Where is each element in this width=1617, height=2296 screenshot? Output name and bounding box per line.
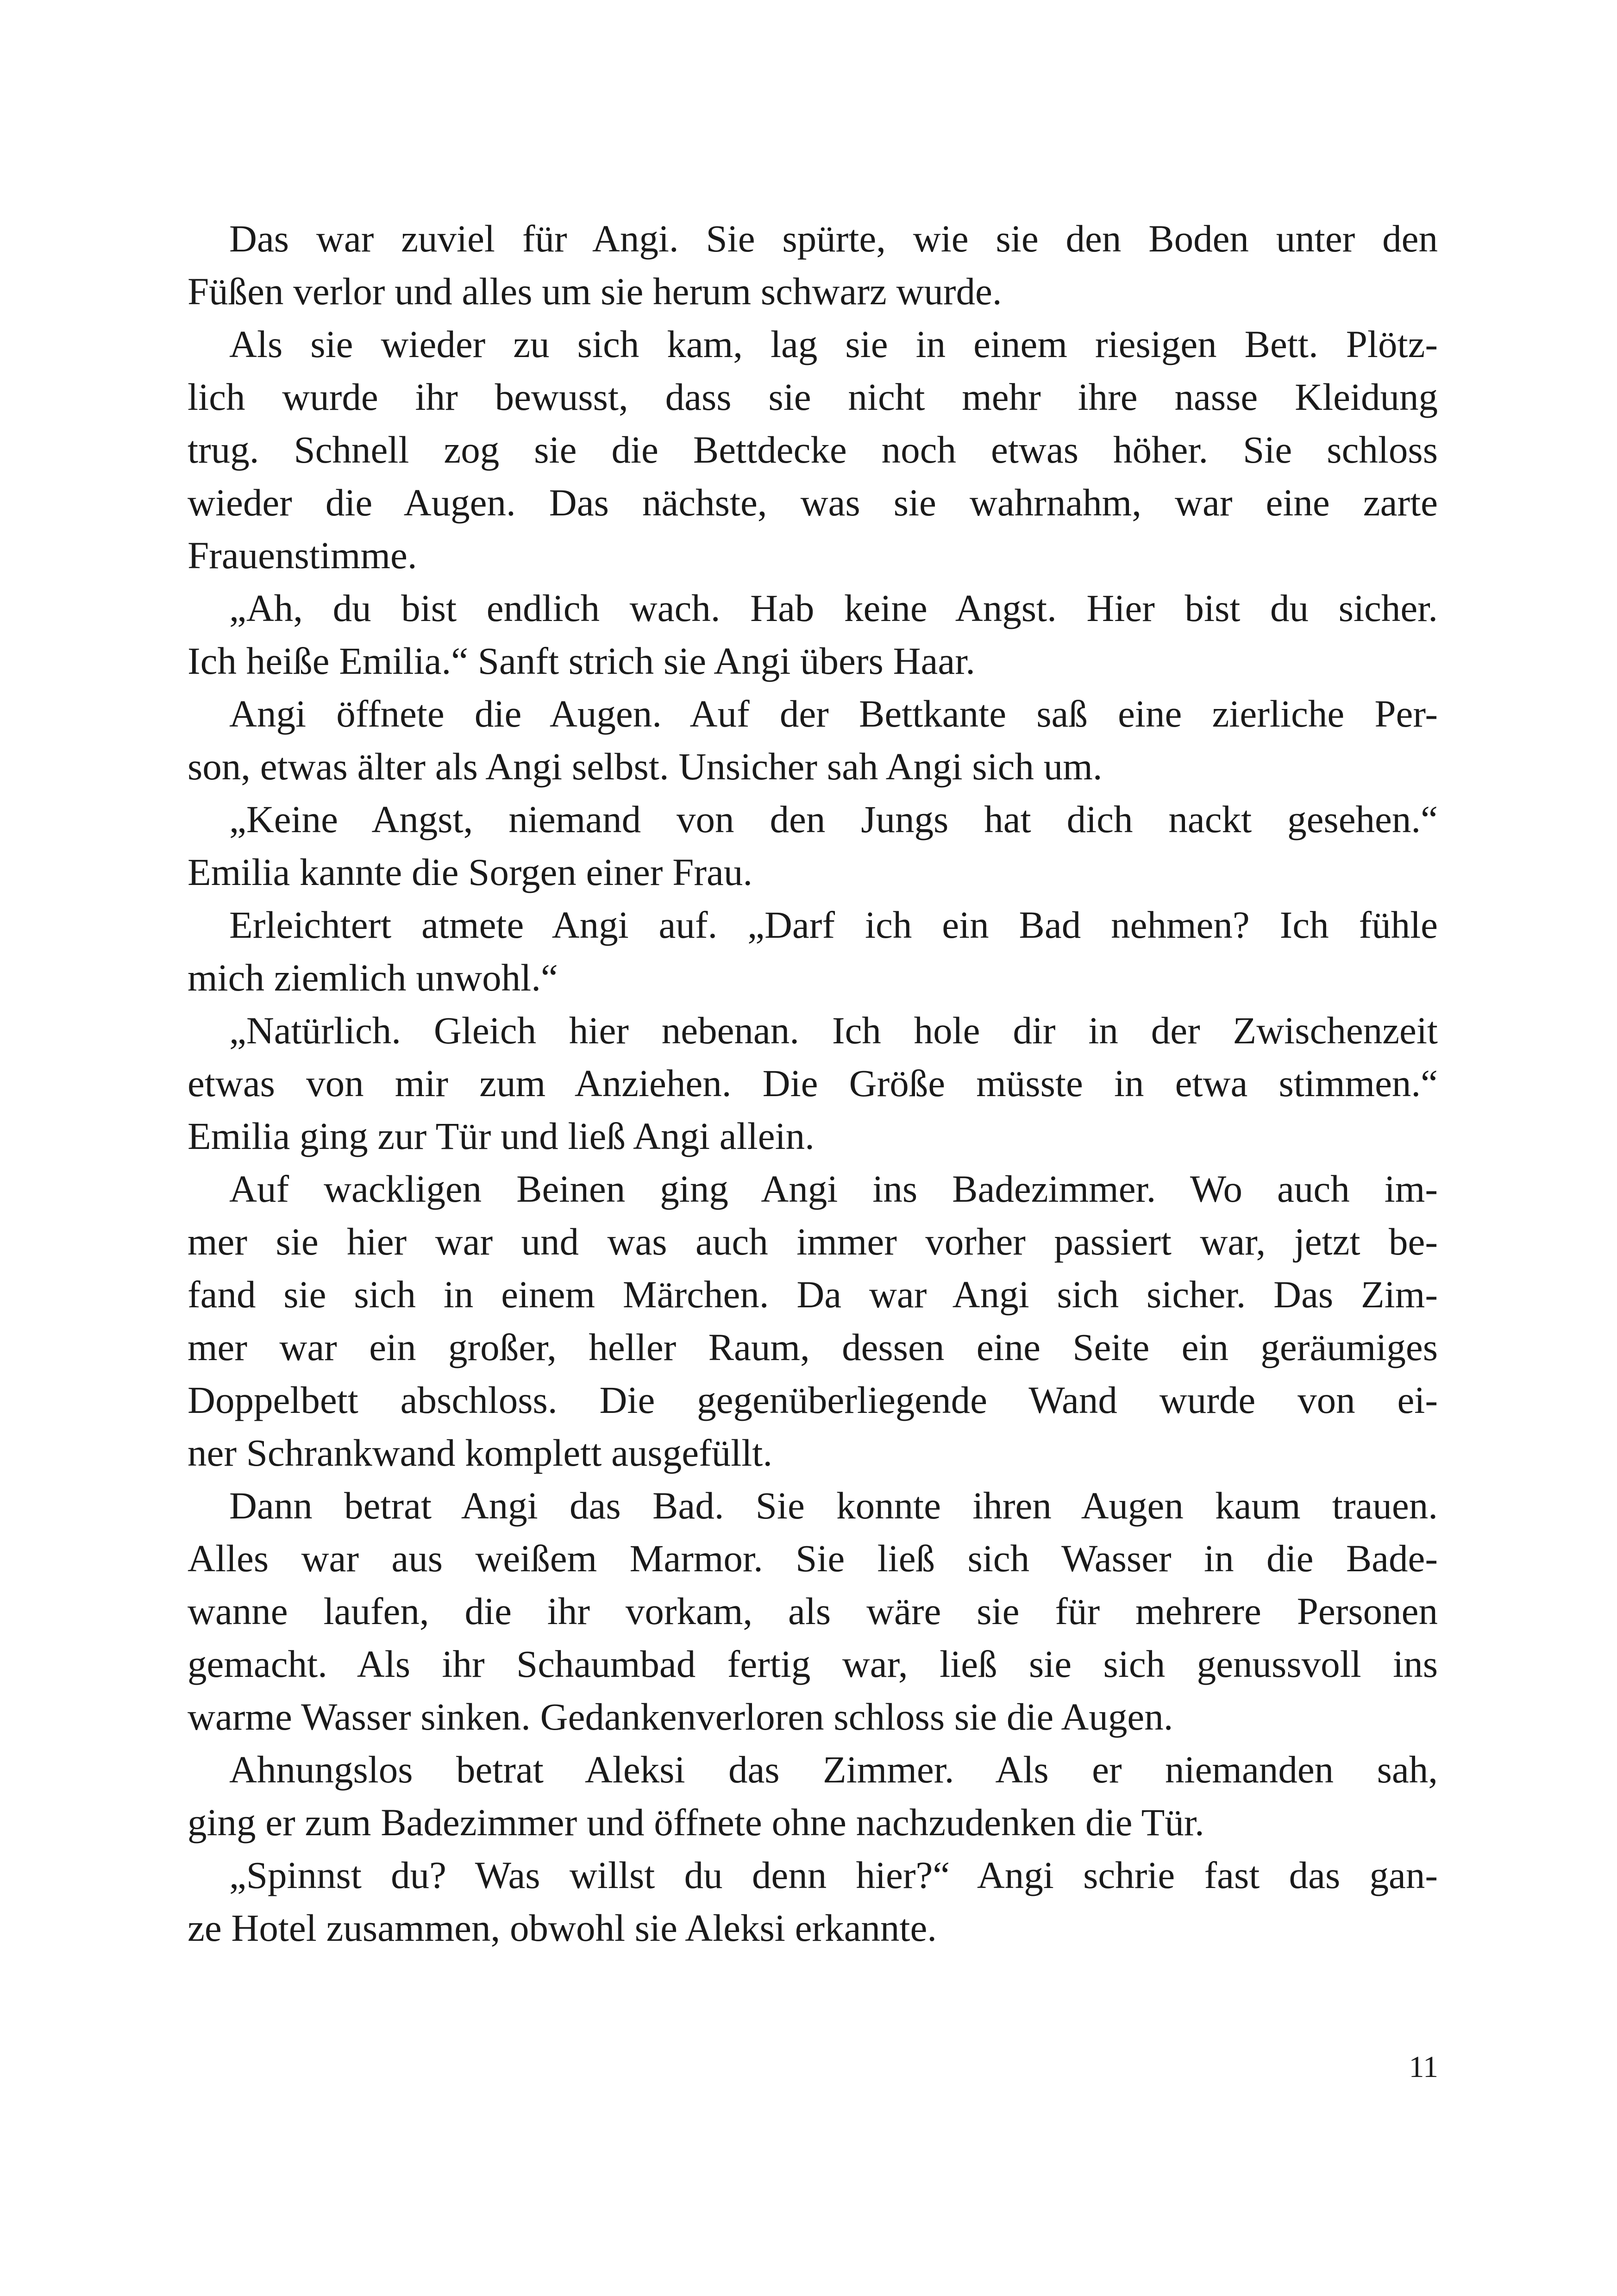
- text-line: Auf wackligen Beinen ging Angi ins Badezimmer. Wo auch im-: [229, 1167, 1438, 1210]
- text-line: ze Hotel zusammen, obwohl sie Aleksi erkannte.: [188, 1907, 937, 1949]
- text-line: mer war ein großer, heller Raum, dessen eine Seite ein geräumiges: [188, 1326, 1438, 1368]
- text-line: warme Wasser sinken. Gedankenverloren schloss sie die Augen.: [188, 1695, 1173, 1738]
- paragraph: [188, 582, 1438, 687]
- text-line: Ich heiße Emilia.“ Sanft strich sie Angi übers Haar.: [188, 640, 976, 682]
- text-line: etwas von mir zum Anziehen. Die Größe müsste in etwa stimmen.“: [188, 1062, 1438, 1104]
- text-line: Das war zuviel für Angi. Sie spürte, wie sie den Boden unter den: [229, 217, 1438, 260]
- paragraph: [188, 1004, 1438, 1162]
- text-line: mer sie hier war und was auch immer vorher passiert war, jetzt be-: [188, 1220, 1438, 1263]
- text-line: ging er zum Badezimmer und öffnete ohne nachzudenken die Tür.: [188, 1801, 1204, 1844]
- text-line: Dann betrat Angi das Bad. Sie konnte ihren Augen kaum trauen.: [229, 1484, 1438, 1527]
- text-line: Ahnungslos betrat Aleksi das Zimmer. Als er niemanden sah,: [229, 1748, 1438, 1791]
- text-line: „Natürlich. Gleich hier nebenan. Ich hole dir in der Zwischenzeit: [229, 1009, 1438, 1052]
- paragraph: [188, 687, 1438, 793]
- paragraph: [188, 212, 1438, 318]
- text-line: Doppelbett abschloss. Die gegenüberliegende Wand wurde von ei-: [188, 1379, 1438, 1421]
- text-line: „Keine Angst, niemand von den Jungs hat dich nackt gesehen.“: [229, 798, 1438, 841]
- text-line: trug. Schnell zog sie die Bettdecke noch etwas höher. Sie schloss: [188, 428, 1438, 471]
- text-line: fand sie sich in einem Märchen. Da war Angi sich sicher. Das Zim-: [188, 1273, 1438, 1316]
- paragraph: [188, 898, 1438, 1004]
- text-line: lich wurde ihr bewusst, dass sie nicht mehr ihre nasse Kleidung: [188, 376, 1438, 418]
- paragraph: [188, 1849, 1438, 1954]
- paragraph: [188, 1479, 1438, 1743]
- paragraph: [188, 1162, 1438, 1479]
- body-text: [188, 212, 1438, 1954]
- page-number: 11: [1409, 2050, 1438, 2084]
- text-line: wanne laufen, die ihr vorkam, als wäre sie für mehrere Personen: [188, 1590, 1438, 1632]
- text-line: gemacht. Als ihr Schaumbad fertig war, ließ sie sich genussvoll ins: [188, 1643, 1438, 1685]
- text-line: Füßen verlor und alles um sie herum schwarz wurde.: [188, 270, 1002, 313]
- text-line: Emilia kannte die Sorgen einer Frau.: [188, 851, 753, 893]
- paragraph: [188, 318, 1438, 582]
- text-line: „Spinnst du? Was willst du denn hier?“ Angi schrie fast das gan-: [229, 1854, 1438, 1896]
- text-line: Alles war aus weißem Marmor. Sie ließ sich Wasser in die Bade-: [188, 1537, 1438, 1580]
- text-line: Als sie wieder zu sich kam, lag sie in einem riesigen Bett. Plötz-: [229, 323, 1438, 365]
- text-line: Erleichtert atmete Angi auf. „Darf ich ein Bad nehmen? Ich fühle: [229, 903, 1438, 946]
- text-line: Angi öffnete die Augen. Auf der Bettkante saß eine zierliche Per-: [229, 692, 1438, 735]
- text-line: son, etwas älter als Angi selbst. Unsicher sah Angi sich um.: [188, 745, 1103, 788]
- text-line: wieder die Augen. Das nächste, was sie wahrnahm, war eine zarte: [188, 481, 1438, 524]
- text-line: Emilia ging zur Tür und ließ Angi allein.: [188, 1115, 815, 1157]
- text-line: mich ziemlich unwohl.“: [188, 956, 558, 999]
- paragraph: [188, 793, 1438, 898]
- text-line: Frauenstimme.: [188, 534, 417, 577]
- text-line: ner Schrankwand komplett ausgefüllt.: [188, 1431, 773, 1474]
- paragraph: [188, 1743, 1438, 1849]
- text-line: „Ah, du bist endlich wach. Hab keine Angst. Hier bist du sicher.: [229, 587, 1438, 629]
